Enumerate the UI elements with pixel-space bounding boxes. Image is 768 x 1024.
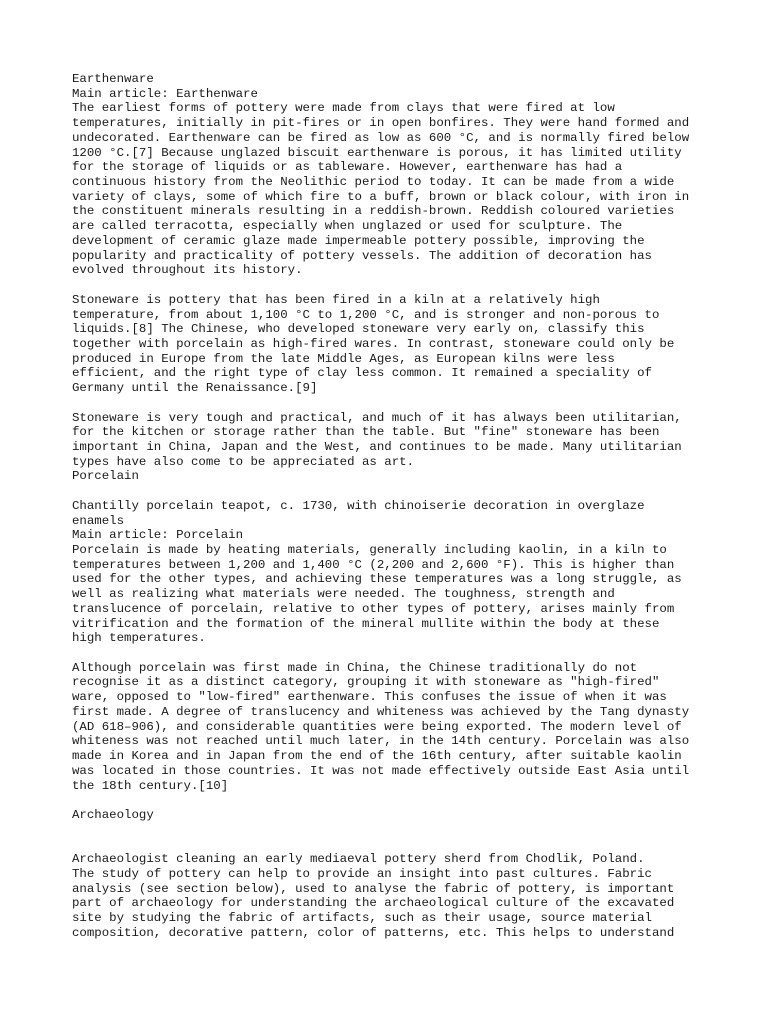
text-line: development of ceramic glaze made impermeable pottery possible, improving the [72,233,645,248]
text-line: types have also come to be appreciated as art. [72,454,415,469]
text-line: Porcelain [72,469,139,484]
text-line: high temperatures. [72,631,206,646]
text-line: temperatures, initially in pit-fires or in open bonfires. They were hand formed and [72,116,690,131]
text-line: ware, opposed to "low-fired" earthenware. This confuses the issue of when it was [72,690,667,705]
text-line: undecorated. Earthenware can be fired as low as 600 °C, and is normally fired below [72,130,690,145]
paragraph-porcelain-1 [72,543,712,646]
heading-earthenware [72,72,712,87]
text-line: The study of pottery can help to provide an insight into past cultures. Fabric [72,866,652,881]
text-line: produced in Europe from the late Middle Ages, as European kilns were less [72,351,615,366]
text-line: evolved throughout its history. [72,263,303,278]
text-line: whiteness was not reached until much later, in the 14th century. Porcelain was also [72,734,690,749]
text-line: first made. A degree of translucency and whiteness was achieved by the Tang dynasty [72,704,690,719]
blank-line [72,278,712,293]
text-line: enamels [72,513,125,528]
text-line: 1200 °C.[7] Because unglazed biscuit earthenware is porous, it has limited utility [72,145,682,160]
text-line: The earliest forms of pottery were made from clays that were fired at low [72,101,615,116]
blank-line [72,823,712,838]
blank-line [72,396,712,411]
text-line: efficient, and the right type of clay less common. It remained a speciality of [72,366,652,381]
heading-archaeology [72,808,712,823]
text-line: translucence of porcelain, relative to other types of pottery, arises mainly from [72,601,675,616]
text-line: site by studying the fabric of artifacts, such as their usage, source material [72,910,652,925]
paragraph-porcelain-2 [72,661,712,793]
text-line: (AD 618–906), and considerable quantities were being exported. The modern level of [72,719,682,734]
text-line: are called terracotta, especially when unglazed or used for sculpture. The [72,219,623,234]
caption-chantilly-teapot [72,499,712,528]
text-line: vitrification and the formation of the mineral mullite within the body at these [72,616,660,631]
text-line: liquids.[8] The Chinese, who developed stoneware very early on, classify this [72,322,645,337]
text-line: Archaeology [72,807,154,822]
text-line: Porcelain is made by heating materials, generally including kaolin, in a kiln to [72,543,667,557]
text-line: was located in those countries. It was not made effectively outside East Asia until [72,763,690,778]
text-line: analysis (see section below), used to analyse the fabric of pottery, is important [72,881,675,896]
text-line: used for the other types, and achieving these temperatures was a long struggle, as [72,572,682,587]
text-line: Germany until the Renaissance.[9] [72,381,318,396]
text-line: popularity and practicality of pottery vessels. The addition of decoration has [72,248,652,263]
caption-archaeologist [72,852,712,867]
text-line: temperatures between 1,200 and 1,400 °C (2,200 and 2,600 °F). This is higher than [72,557,675,572]
main-article-earthenware [72,87,712,102]
text-line: Although porcelain was first made in China, the Chinese traditionally do not [72,660,638,675]
text-line: temperature, from about 1,100 °C to 1,200 °C, and is stronger and non-porous to [72,307,660,322]
text-line: well as realizing what materials were needed. The toughness, strength and [72,587,615,602]
text-line: Archaeologist cleaning an early mediaeval pottery sherd from Chodlik, Poland. [72,852,645,867]
text-line: for the kitchen or storage rather than the table. But "fine" stoneware has been [72,425,660,440]
heading-porcelain [72,469,712,484]
text-line: the constituent minerals resulting in a reddish-brown. Reddish coloured varieties [72,204,675,219]
text-line: Stoneware is pottery that has been fired in a kiln at a relatively high [72,292,600,307]
text-line: Stoneware is very tough and practical, and much of it has always been utilitarian, [72,410,682,425]
text-line: Chantilly porcelain teapot, c. 1730, with chinoiserie decoration in overglaze [72,498,645,513]
paragraph-stoneware-2 [72,411,712,470]
document-page [72,72,712,940]
text-line: the 18th century.[10] [72,778,229,793]
paragraph-earthenware [72,101,712,278]
text-line: important in China, Japan and the West, and continues to be made. Many utilitarian [72,439,682,454]
main-article-porcelain [72,528,712,543]
text-line: continuous history from the Neolithic period to today. It can be made from a wide [72,175,675,190]
blank-line [72,837,712,852]
paragraph-archaeology [72,867,712,941]
text-line: made in Korea and in Japan from the end of the 16th century, after suitable kaolin [72,749,682,764]
text-line: Main article: Porcelain [72,528,244,543]
text-line: variety of clays, some of which fire to a buff, brown or black colour, with iron in [72,189,690,204]
text-line: composition, decorative pattern, color of patterns, etc. This helps to understand [72,925,675,940]
blank-line [72,484,712,499]
text-line: Earthenware [72,72,154,86]
text-line: for the storage of liquids or as tableware. However, earthenware has had a [72,160,623,175]
text-line: part of archaeology for understanding the archaeological culture of the excavated [72,896,675,911]
paragraph-stoneware-1 [72,293,712,396]
text-line: recognise it as a distinct category, grouping it with stoneware as "high-fired" [72,675,660,690]
blank-line [72,646,712,661]
text-line: together with porcelain as high-fired wares. In contrast, stoneware could only be [72,336,675,351]
blank-line [72,793,712,808]
text-line: Main article: Earthenware [72,86,258,101]
